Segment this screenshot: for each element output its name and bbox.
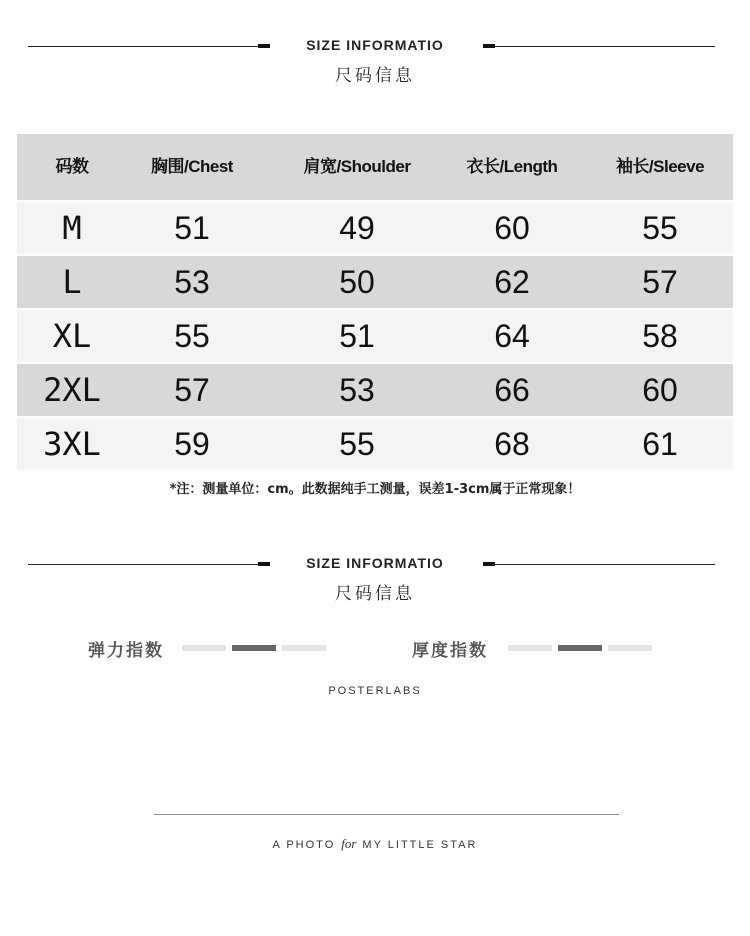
cell-shoulder: 51: [339, 318, 375, 354]
cell-sleeve: 58: [642, 318, 678, 354]
thickness-index-segment: [608, 645, 652, 651]
column-header-size: 码数: [55, 157, 89, 176]
cell-chest: 51: [174, 210, 210, 246]
elasticity-index-segment: [182, 645, 226, 651]
elasticity-index-segment: [282, 645, 326, 651]
cell-length: 60: [494, 210, 530, 246]
cell-sleeve: 61: [642, 426, 678, 462]
cell-shoulder: 49: [339, 210, 375, 246]
cell-chest: 53: [174, 264, 210, 300]
cell-size: M: [62, 209, 82, 247]
table-body: [17, 202, 733, 470]
tagline-right: MY LITTLE STAR: [362, 839, 478, 851]
column-header-chest: 胸围/Chest: [151, 157, 233, 176]
cell-length: 62: [494, 264, 530, 300]
header-title-cn: 尺码信息: [335, 66, 415, 86]
column-header-shoulder: 肩宽/Shoulder: [303, 157, 411, 176]
table-row: [17, 310, 733, 362]
cell-length: 66: [494, 372, 530, 408]
measurement-note: *注：测量单位：cm。此数据纯手工测量，误差1-3cm属于正常现象！: [169, 482, 581, 497]
elasticity-index-segment: [232, 645, 276, 651]
cell-shoulder: 53: [339, 372, 375, 408]
column-header-length: 衣长/Length: [466, 157, 558, 176]
cell-size: XL: [52, 317, 92, 355]
cell-size: 3XL: [43, 425, 101, 463]
cell-chest: 57: [174, 372, 210, 408]
table-header-row: [17, 134, 733, 200]
footer-divider: [154, 814, 619, 815]
size-info-header-2: [0, 548, 750, 608]
size-info-header-1: [0, 30, 750, 90]
elasticity-index-label: 弹力指数: [88, 641, 164, 661]
cell-length: 68: [494, 426, 530, 462]
cell-chest: 55: [174, 318, 210, 354]
brand-name: POSTERLABS: [328, 685, 422, 697]
table-row: [17, 364, 733, 416]
size-table: [17, 134, 733, 470]
cell-size: L: [62, 263, 82, 301]
header-title-cn: 尺码信息: [335, 584, 415, 604]
thickness-index-label: 厚度指数: [412, 641, 488, 661]
cell-shoulder: 55: [339, 426, 375, 462]
cell-sleeve: 57: [642, 264, 678, 300]
table-row: [17, 418, 733, 470]
cell-chest: 59: [174, 426, 210, 462]
table-row: [17, 256, 733, 308]
cell-length: 64: [494, 318, 530, 354]
thickness-index-segment: [508, 645, 552, 651]
column-header-sleeve: 袖长/Sleeve: [615, 157, 705, 176]
tagline-left: A PHOTO: [272, 839, 336, 851]
cell-size: 2XL: [43, 371, 101, 409]
thickness-index-segment: [558, 645, 602, 651]
cell-sleeve: 60: [642, 372, 678, 408]
header-title-en: SIZE INFORMATIO: [306, 555, 444, 571]
table-row: [17, 202, 733, 254]
cell-shoulder: 50: [339, 264, 375, 300]
header-title-en: SIZE INFORMATIO: [306, 37, 444, 53]
cell-sleeve: 55: [642, 210, 678, 246]
tagline-for: for: [341, 836, 357, 851]
footer-tagline: [0, 836, 750, 852]
